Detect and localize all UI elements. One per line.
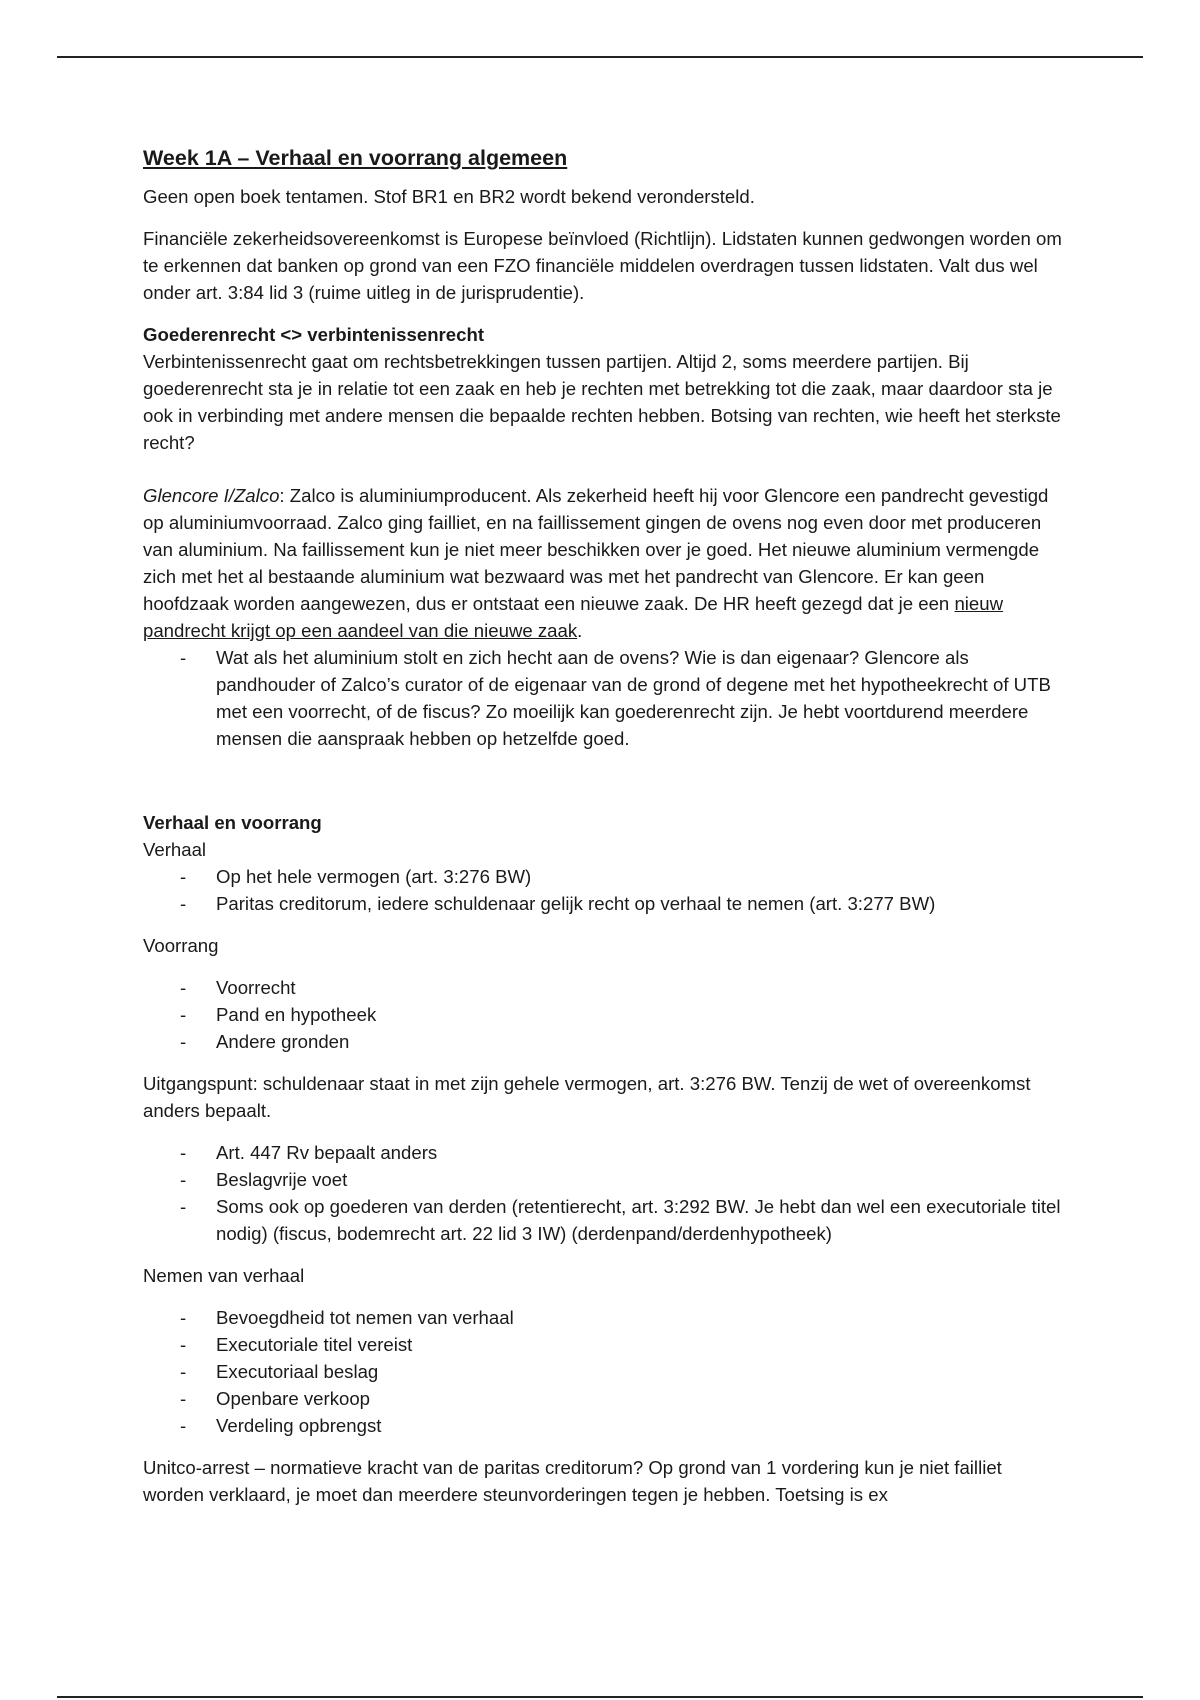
list-item: - Voorrecht [143, 974, 1063, 1001]
uitgangspunt-list [143, 1139, 1063, 1247]
list-item: - Executoriaal beslag [143, 1358, 1063, 1385]
list-item: - Op het hele vermogen (art. 3:276 BW) [143, 863, 1063, 890]
nemen-list [143, 1304, 1063, 1439]
list-item: - Beslagvrije voet [143, 1166, 1063, 1193]
case-underlined: nieuw pandrecht krijgt op een aandeel van die nieuwe zaak [143, 593, 1004, 641]
page-title: Week 1A – Verhaal en voorrang algemeen [143, 146, 568, 170]
bottom-rule [57, 1696, 1143, 1698]
section-body: Verbintenissenrecht gaat om rechtsbetrekkingen tussen partijen. Altijd 2, soms meerdere partijen. Bij goederenrecht sta je in relatie tot een zaak en heb je rechten met betrekking tot die zaak, maar daardoor sta je ook in verbinding met andere mensen die bepaalde rechten hebben. Botsing van rechten, wie heeft het sterkste recht? [143, 351, 1061, 453]
list-item: - Soms ook op goederen van derden (retentierecht, art. 3:292 BW. Je hebt dan wel een executoriale titel nodig) (fiscus, bodemrecht art. 22 lid 3 IW) (derdenpand/derdenhypotheek) [143, 1193, 1063, 1247]
list-item: - Paritas creditorum, iedere schuldenaar gelijk recht op verhaal te nemen (art. 3:277 BW) [143, 890, 1063, 917]
list-item: - Andere gronden [143, 1028, 1063, 1055]
document-page [143, 143, 1063, 1523]
section-heading: Goederenrecht <> verbintenissenrecht [143, 324, 485, 345]
list-item: - Executoriale titel vereist [143, 1331, 1063, 1358]
glencore-list [143, 644, 1063, 752]
list-item: - Openbare verkoop [143, 1385, 1063, 1412]
list-item: - Wat als het aluminium stolt en zich hecht aan de ovens? Wie is dan eigenaar? Glencore als pandhouder of Zalco’s curator of de eigenaar van de grond of degene met het hypotheekrecht of UTB met een voorrecht, of de fiscus? Zo moeilijk kan goederenrecht zijn. Je hebt voortdurend meerdere mensen die aanspraak hebben op hetzelfde goed. [143, 644, 1063, 752]
top-rule [57, 56, 1143, 58]
list-item: - Art. 447 Rv bepaalt anders [143, 1139, 1063, 1166]
voorrang-list [143, 974, 1063, 1055]
section-goederenrecht [143, 321, 1063, 456]
paragraph-glencore [143, 482, 1063, 644]
list-item: - Pand en hypotheek [143, 1001, 1063, 1028]
label-nemen-van-verhaal: Nemen van verhaal [143, 1265, 305, 1286]
paragraph-intro: Geen open boek tentamen. Stof BR1 en BR2 wordt bekend verondersteld. [143, 186, 755, 207]
list-item: - Verdeling opbrengst [143, 1412, 1063, 1439]
list-item: - Bevoegdheid tot nemen van verhaal [143, 1304, 1063, 1331]
case-name: Glencore I/Zalco [143, 485, 280, 506]
label-voorrang: Voorrang [143, 935, 219, 956]
paragraph-fzo: Financiële zekerheidsovereenkomst is Europese beïnvloed (Richtlijn). Lidstaten kunnen gedwongen worden om te erkennen dat banken op grond van een FZO financiële middelen overdragen tussen lidstaten. Valt dus wel onder art. 3:84 lid 3 (ruime uitleg in de jurisprudentie). [143, 228, 1062, 303]
paragraph-unitco: Unitco-arrest – normatieve kracht van de paritas creditorum? Op grond van 1 vordering kun je niet failliet worden verklaard, je moet dan meerdere steunvorderingen tegen je hebben. Toetsing is ex [143, 1457, 1002, 1505]
case-text: : Zalco is aluminiumproducent. Als zekerheid heeft hij voor Glencore een pandrecht gevestigd op aluminiumvoorraad. Zalco ging failliet, en na faillissement gingen de ovens nog even door met produceren van aluminium. Na faillissement kun je niet meer beschikken over je goed. Het nieuwe aluminium vermengde zich met het al bestaande aluminium wat bezwaard was met het pandrecht van Glencore. Er kan geen hoofdzaak worden aangewezen, dus er ontstaat een nieuwe zaak. De HR heeft gezegd dat je een [143, 485, 1049, 614]
section-heading-verhaal: Verhaal en voorrang [143, 812, 322, 833]
verhaal-list [143, 863, 1063, 917]
label-verhaal: Verhaal [143, 839, 207, 860]
paragraph-uitgangspunt: Uitgangspunt: schuldenaar staat in met zijn gehele vermogen, art. 3:276 BW. Tenzij de wet of overeenkomst anders bepaalt. [143, 1073, 1031, 1121]
case-end: . [577, 620, 583, 641]
